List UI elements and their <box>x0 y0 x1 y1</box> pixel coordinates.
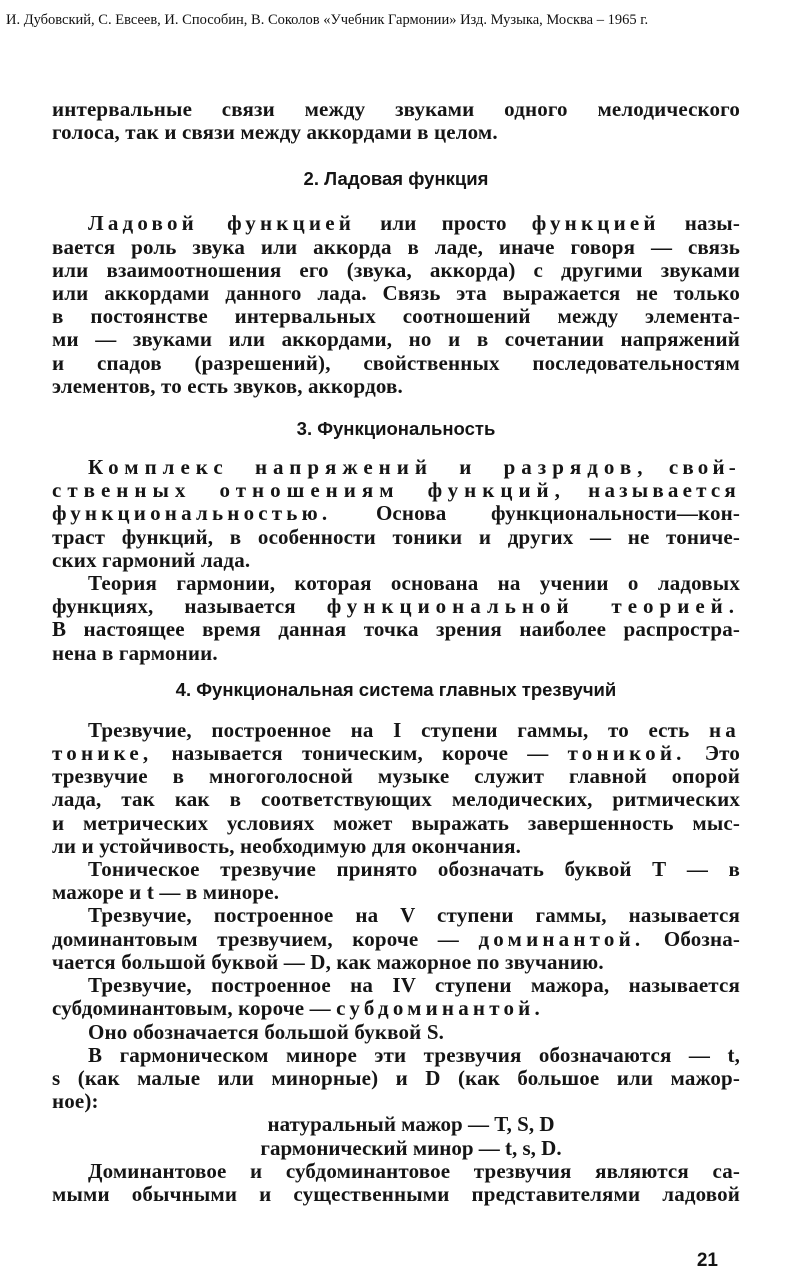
section-2-line-7: и спадов (разрешений), свойственных последовательностям <box>52 350 740 375</box>
spaced-term: доминантой. <box>478 926 645 951</box>
section-2-line-4: или аккордами данного лада. Связь эта выражается не только <box>52 281 740 306</box>
section-4-p1-line-5: и метрических условиях может выражать завершенность мыс- <box>52 810 740 835</box>
section-2-line-1 <box>52 212 740 235</box>
page-number: 21 <box>696 1250 718 1271</box>
section-4-p6-line-3: ное): <box>52 1089 99 1114</box>
text-fragment: свой- <box>668 455 740 480</box>
spaced-term: тонике, <box>52 741 153 766</box>
section-4-p5-line-1: Оно обозначается большой буквой S. <box>88 1019 445 1044</box>
text-fragment: или просто <box>380 211 507 236</box>
section-4-p1-line-1 <box>52 719 740 742</box>
text-fragment: Это <box>704 741 740 766</box>
section-4-p3-line-2 <box>52 928 740 951</box>
section-3-p2-line-2 <box>52 595 740 618</box>
section-2-line-8: элементов, то есть звуков, аккордов. <box>52 373 403 398</box>
section-4-p2-line-2: мажоре и t — в миноре. <box>52 880 280 905</box>
spaced-term: на <box>709 717 740 742</box>
spaced-term: Комплекс напряжений и разрядов, <box>88 455 649 480</box>
text-fragment: субдоминантовым, короче — <box>52 996 331 1021</box>
text-fragment: функциях, <box>52 594 154 619</box>
spaced-term: функциональностью. <box>52 501 332 526</box>
section-4-p1-line-6: ли и устойчивость, необходимую для окончания. <box>52 833 522 858</box>
section-3-p1-line-5: ских гармоний лада. <box>52 547 251 572</box>
section-4-p1-line-3: трезвучие в многоголосной музыке служит главной опорой <box>52 764 740 789</box>
section-2-line-6: ми — звуками или аккордами, но и в сочетании напряжений <box>52 327 740 352</box>
spaced-term: Ладовой функцией <box>88 211 356 236</box>
section-3-heading: 3. Функциональность <box>296 418 496 440</box>
section-4-heading: 4. Функциональная система главных трезвучий <box>175 678 617 700</box>
text-fragment: доминантовым трезвучием, короче — <box>52 926 459 951</box>
text-fragment: Обозна- <box>663 926 740 951</box>
spaced-term: функцией <box>531 211 660 236</box>
section-3-p1-line-1 <box>52 456 740 479</box>
book-page <box>52 98 740 1206</box>
section-4-p3-line-3: чается большой буквой — D, как мажорное по звучанию. <box>52 949 604 974</box>
section-2-line-2: вается роль звука или аккорда в ладе, иначе говоря — связь <box>52 234 740 259</box>
section-4-p1-line-2 <box>52 742 740 765</box>
spaced-term: тоникой. <box>567 741 686 766</box>
centered-formula-major: натуральный мажор — T, S, D <box>267 1112 555 1137</box>
text-fragment: назы- <box>684 211 740 236</box>
section-4-p4-line-2 <box>52 997 740 1020</box>
section-4-p1-line-4: лада, так как в соответствующих мелодических, ритмических <box>52 787 740 812</box>
section-3-p1-line-3 <box>52 502 740 525</box>
spaced-term: субдоминантой. <box>336 996 544 1021</box>
section-3-p1-line-2 <box>52 479 740 502</box>
citation-header: И. Дубовский, С. Евсеев, И. Способин, В. Соколов «Учебник Гармонии» Изд. Музыка, Москва – 1965 г. <box>6 12 649 28</box>
text-fragment: называется <box>184 594 296 619</box>
section-3-p1-line-4: траст функций, в особенности тоники и других — не тониче- <box>52 524 740 549</box>
text-fragment: называется тоническим, короче — <box>171 741 549 766</box>
section-4-p7-line-2: мыми обычными и существенными представителями ладовой <box>52 1181 740 1206</box>
intro-line-1: интервальные связи между звуками одного мелодического <box>52 97 740 121</box>
section-2-heading: 2. Ладовая функция <box>303 168 489 190</box>
section-4-p6-line-2: s (как малые или минорные) и D (как большое или мажор- <box>52 1065 740 1090</box>
section-4-p3-line-1: Трезвучие, построенное на V ступени гаммы, называется <box>88 903 740 928</box>
section-2-line-5: в постоянстве интервальных соотношений между элемента- <box>52 304 740 329</box>
spaced-term: называется <box>588 478 740 503</box>
section-4-p7-line-1: Доминантовое и субдоминантовое трезвучия являются са- <box>88 1158 740 1183</box>
spaced-term: функциональной теорией. <box>326 594 740 619</box>
section-3-p2-line-3: В настоящее время данная точка зрения наиболее распростра- <box>52 617 740 642</box>
section-4-p4-line-1: Трезвучие, построенное на IV ступени мажора, называется <box>88 973 740 998</box>
text-fragment: Трезвучие, построенное на I ступени гаммы, то есть <box>88 717 690 742</box>
text-fragment: Основа функциональности—кон- <box>375 501 740 526</box>
section-4-p6-line-1: В гармоническом миноре эти трезвучия обозначаются — t, <box>88 1042 740 1067</box>
centered-formula-minor: гармонический минор — t, s, D. <box>260 1135 562 1160</box>
intro-line-2: голоса, так и связи между аккордами в целом. <box>52 120 498 145</box>
section-2-line-3: или взаимоотношения его (звука, аккорда) с другими звуками <box>52 257 740 282</box>
section-4-p2-line-1: Тоническое трезвучие принято обозначать буквой Т — в <box>88 857 740 882</box>
section-3-p2-line-4: нена в гармонии. <box>52 640 218 665</box>
spaced-term: ственных отношениям функций, <box>52 478 566 503</box>
section-3-p2-line-1: Теория гармонии, которая основана на учении о ладовых <box>88 571 740 596</box>
